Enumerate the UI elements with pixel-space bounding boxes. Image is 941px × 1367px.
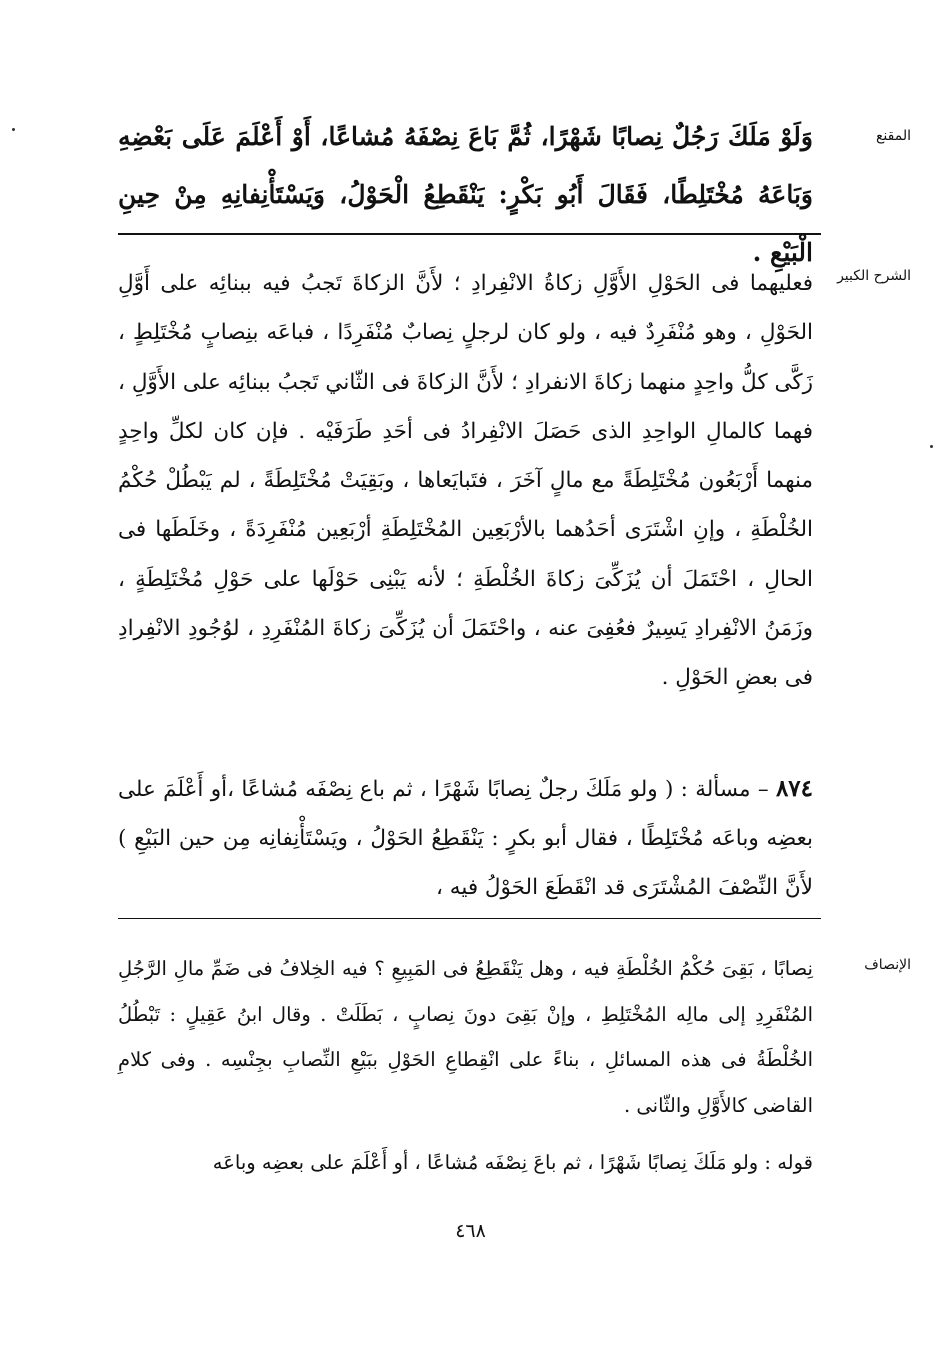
muqni-text: وَلَوْ مَلَكَ رَجُلٌ نِصابًا شَهْرًا، ثُمَّ بَاعَ نِصْفَهُ مُشاعًا، أَوْ أَعْلَمَ عَلَى بَعْضِهِ وَبَاعَهُ مُخْتَلِطًا، فَقَالَ أَبُو بَكْرٍ: يَنْقَطِعُ الْحَوْلُ، وَيَسْتَأْنِفانِهِ مِنْ حِينِ الْبَيْعِ .	[118, 122, 813, 267]
masala-number: ٨٧٤	[775, 775, 813, 802]
page-number: ٤٦٨	[455, 1220, 486, 1242]
sharh-text: فعليهما فى الحَوْلِ الأَوَّلِ زكاةُ الانْفِرادِ ؛ لأَنَّ الزكاةَ تَجبُ فيه ببنائِه على أَوَّلِ الحَوْلِ ، وهو مُنْفَرِدٌ فيه ، ولو كان لرجلٍ نِصابٌ مُنْفَرِدًا ، فباعَه بنِصابٍ مُخْتَلِطٍ ، زَكَّى كلُّ واحِدٍ منهما زكاةَ الانفرادِ ؛ لأَنَّ الزكاةَ فى الثّاني تَجبُ ببنائِه على الأَوَّلِ ، فهما كالمالِ الواحِدِ الذى حَصَلَ الانْفِرادُ فى أحَدِ طَرَفَيْه . فإن كان لكلِّ واحِدٍ منهما أَرْبَعُون مُخْتَلِطَةً مع مالٍ آخَرَ ، فتَبايَعاها ، وبَقِيَتْ مُخْتَلِطَةً ، لم يَبْطُلْ حُكْمُ الخُلْطَةِ ، وإنِ اشْتَرَى أحَدُهما بالأرْبَعِين المُخْتَلِطَةِ أرْبَعِين مُنْفَرِدَةً ، وخَلَطَها فى الحالِ ، احْتَمَلَ أن يُزَكِّىَ زكاةَ الخُلْطَةِ ؛ لأنه يَبْنِى حَوْلَها على حَوْلِ مُخْتَلِطَةٍ ، وزَمَنُ الانْفِرادِ يَسِيرٌ فعُفِىَ عنه ، واحْتَمَلَ أن يُزَكِّىَ زكاةَ المُنْفَرِدِ ، لوُجُودِ الانْفِرادِ فى بعضِ الحَوْلِ .	[118, 271, 813, 691]
insaf-label: الإنصاف	[864, 957, 911, 973]
masala-paragraph	[118, 764, 813, 912]
masala-text: – مسألة : ( ولو مَلَكَ رجلٌ نِصابًا شَهْرًا ، ثم باع نِصْفَه مُشاعًا ،أو أَعْلَمَ على بعضِه وباعَه مُخْتَلِطًا ، فقال أبو بكرٍ : يَنْقَطِعُ الحَوْلُ ، ويَسْتَأْنِفانِه مِن حين البَيْعِ ) لأَنَّ النِّصْفَ المُشْتَرَى قد انْقَطَعَ الحَوْلُ فيه ،	[118, 777, 813, 900]
section-divider	[118, 918, 821, 919]
muqni-label: المقنع	[875, 128, 911, 144]
scan-speck	[930, 445, 933, 448]
section-divider	[118, 233, 821, 235]
insaf-text: نِصابًا ، بَقِىَ حُكْمُ الخُلْطَةِ فيه ، وهل يَنْقَطِعُ فى المَبِيعِ ؟ فيه الخِلافُ فى ضَمِّ مالِ الرَّجُلِ المُنْفَرِدِ إلى مالِه المُخْتَلِطِ ، وإنْ بَقِىَ دونَ نِصابٍ ، بَطَلَتْ . وقال ابنُ عَقِيلٍ : تَبْطُلُ الخُلْطَةُ فى هذه المسائلِ ، بناءً على انْقِطاعِ الحَوْلِ ببَيْعِ النِّصابِ بجِنْسِه . وفى كلامِ القاضى كالأَوَّلِ والثّانى .	[118, 957, 813, 1117]
scan-speck	[12, 128, 15, 131]
sharh-label: الشرح الكبير	[837, 268, 911, 284]
insaf-text-second: قوله : ولو مَلَكَ نِصابًا شَهْرًا ، ثم باعَ نِصْفَه مُشاعًا ، أو أَعْلَمَ على بعضِه وباعَه	[212, 1151, 813, 1174]
